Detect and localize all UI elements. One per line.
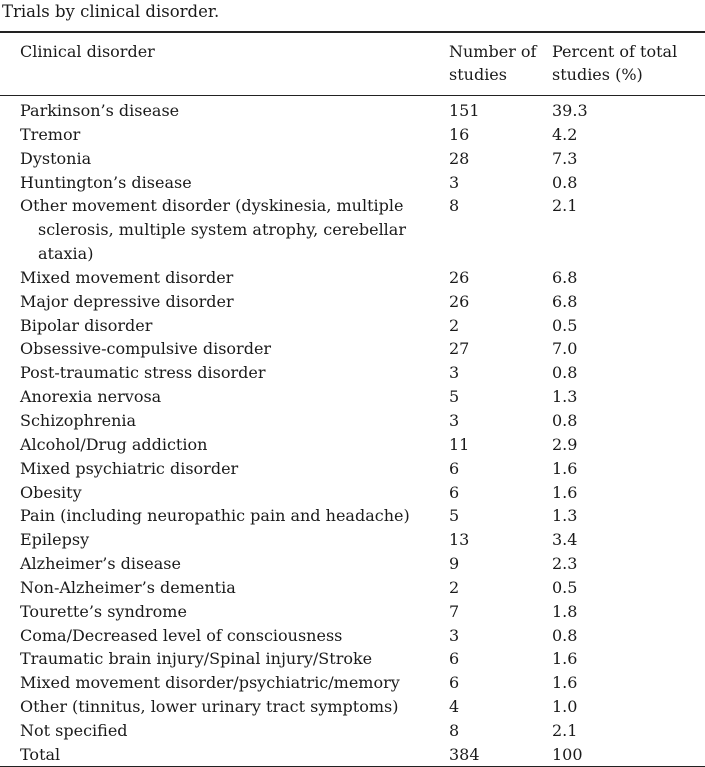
cell-count: 4: [449, 697, 460, 717]
table-row: [0, 576, 705, 600]
cell-disorder: Coma/Decreased level of consciousness: [20, 625, 343, 645]
cell-percent: 1.6: [552, 482, 578, 502]
table-caption: Trials by clinical disorder.: [2, 2, 220, 21]
table-row: [0, 528, 705, 552]
cell-count: 7: [449, 601, 460, 621]
cell-percent: 6.8: [552, 267, 578, 287]
table-row: [0, 290, 705, 314]
table-row: [0, 147, 705, 171]
table-row: [0, 671, 705, 695]
cell-count: 26: [449, 291, 470, 311]
table-row: [0, 504, 705, 528]
table-row: [0, 600, 705, 624]
header-percent-line1: Percent of total: [552, 42, 678, 61]
cell-percent: 2.1: [552, 196, 578, 216]
cell-percent: 39.3: [552, 101, 588, 120]
cell-percent: 1.3: [552, 506, 578, 526]
top-rule: [0, 31, 705, 33]
header-clinical-disorder: [20, 40, 155, 63]
table-row: [0, 647, 705, 671]
cell-percent: 0.5: [552, 315, 578, 335]
cell-count: 3: [449, 625, 460, 645]
cell-percent: 1.3: [552, 387, 578, 407]
header-count-line2: studies: [449, 65, 507, 84]
table-row: [0, 194, 705, 266]
cell-disorder: Huntington’s disease: [20, 172, 192, 192]
header-percent-of-total: [552, 40, 702, 86]
table-row: [0, 314, 705, 338]
cell-disorder: Tourette’s syndrome: [20, 601, 187, 621]
cell-percent: 2.9: [552, 434, 578, 454]
cell-percent: 2.1: [552, 720, 578, 740]
cell-count: 3: [449, 410, 460, 430]
cell-percent: 1.6: [552, 649, 578, 669]
cell-percent: 0.8: [552, 172, 578, 192]
cell-count: 28: [449, 148, 470, 168]
table-row: [0, 266, 705, 290]
cell-disorder: Major depressive disorder: [20, 291, 234, 311]
cell-count: 2: [449, 577, 460, 597]
header-number-of-studies: [449, 40, 545, 86]
cell-count: 2: [449, 315, 460, 335]
table-row: [0, 481, 705, 505]
cell-percent: 7.3: [552, 148, 578, 168]
cell-count: 8: [449, 196, 460, 216]
table-row: [0, 552, 705, 576]
table-row: [0, 171, 705, 195]
cell-disorder: Alzheimer’s disease: [20, 554, 181, 574]
cell-percent: 0.8: [552, 410, 578, 430]
cell-count: 5: [449, 506, 460, 526]
table-row: [0, 624, 705, 648]
cell-count: 6: [449, 458, 460, 478]
table-body: [0, 99, 705, 767]
cell-count: 5: [449, 387, 460, 407]
table-row: [0, 409, 705, 433]
cell-percent: 0.8: [552, 363, 578, 383]
cell-count: 11: [449, 434, 470, 454]
cell-count: 384: [449, 744, 480, 764]
cell-disorder: Anorexia nervosa: [20, 387, 162, 407]
cell-disorder: Traumatic brain injury/Spinal injury/Stroke: [20, 649, 373, 669]
table-row: [0, 337, 705, 361]
cell-disorder: Mixed movement disorder: [20, 267, 234, 287]
cell-disorder: Pain (including neuropathic pain and headache): [20, 506, 410, 526]
cell-percent: 3.4: [552, 530, 578, 550]
cell-percent: 0.5: [552, 577, 578, 597]
cell-count: 6: [449, 673, 460, 693]
cell-disorder: Mixed psychiatric disorder: [20, 458, 239, 478]
cell-percent: 1.6: [552, 673, 578, 693]
cell-disorder: Not specified: [20, 720, 128, 740]
cell-disorder: Parkinson’s disease: [20, 101, 180, 120]
header-disorder-text: Clinical disorder: [20, 42, 155, 61]
cell-count: 3: [449, 363, 460, 383]
table-row: [0, 457, 705, 481]
cell-disorder: Total: [20, 744, 61, 764]
cell-disorder: Schizophrenia: [20, 410, 137, 430]
table-row: [0, 743, 705, 767]
table-row: [0, 695, 705, 719]
table-row: [0, 99, 705, 123]
cell-count: 6: [449, 482, 460, 502]
cell-count: 9: [449, 554, 460, 574]
cell-percent: 1.6: [552, 458, 578, 478]
cell-count: 6: [449, 649, 460, 669]
cell-percent: 1.0: [552, 697, 578, 717]
cell-percent: 100: [552, 744, 583, 764]
cell-percent: 2.3: [552, 554, 578, 574]
cell-count: 26: [449, 267, 470, 287]
header-count-line1: Number of: [449, 42, 537, 61]
header-rule: [0, 95, 705, 96]
cell-disorder: Other movement disorder (dyskinesia, multiple sclerosis, multiple system atrophy, cerebellar ataxia): [20, 196, 406, 264]
cell-count: 3: [449, 172, 460, 192]
cell-count: 13: [449, 530, 470, 550]
table-row: [0, 719, 705, 743]
cell-disorder: Post-traumatic stress disorder: [20, 363, 266, 383]
table-row: [0, 123, 705, 147]
table-row: [0, 385, 705, 409]
cell-count: 8: [449, 720, 460, 740]
cell-percent: 0.8: [552, 625, 578, 645]
cell-count: 151: [449, 101, 480, 120]
cell-disorder: Mixed movement disorder/psychiatric/memory: [20, 673, 400, 693]
cell-percent: 6.8: [552, 291, 578, 311]
table-row: [0, 433, 705, 457]
cell-count: 16: [449, 124, 470, 144]
cell-percent: 7.0: [552, 339, 578, 359]
cell-disorder: Epilepsy: [20, 530, 90, 550]
cell-disorder: Bipolar disorder: [20, 315, 153, 335]
cell-count: 27: [449, 339, 470, 359]
header-percent-line2: studies (%): [552, 65, 643, 84]
cell-disorder: Other (tinnitus, lower urinary tract symptoms): [20, 697, 399, 717]
cell-disorder: Alcohol/Drug addiction: [20, 434, 208, 454]
cell-disorder: Dystonia: [20, 148, 92, 168]
cell-disorder: Obesity: [20, 482, 82, 502]
table-row: [0, 361, 705, 385]
cell-disorder: Tremor: [20, 124, 81, 144]
cell-percent: 4.2: [552, 124, 578, 144]
cell-disorder: Non-Alzheimer’s dementia: [20, 577, 236, 597]
cell-disorder: Obsessive-compulsive disorder: [20, 339, 272, 359]
cell-percent: 1.8: [552, 601, 578, 621]
